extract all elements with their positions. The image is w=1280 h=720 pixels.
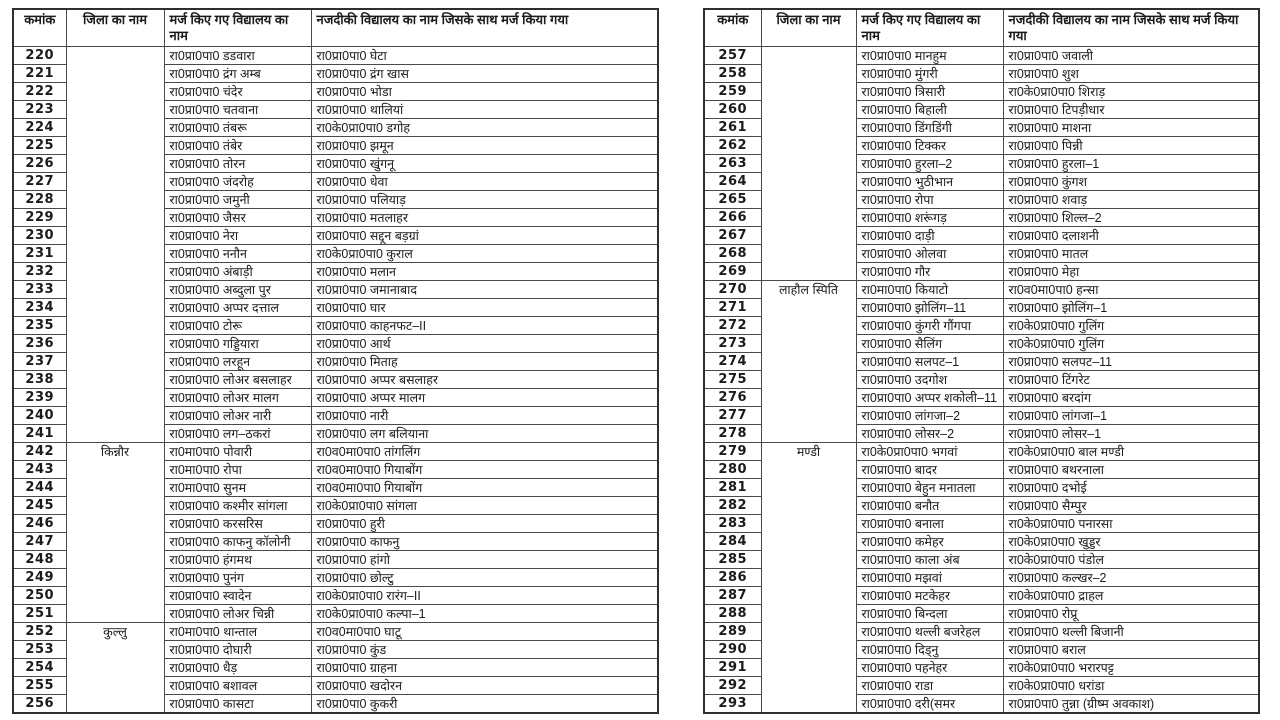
serial-cell: 269 xyxy=(704,263,761,281)
nearby-school-cell: रा0के0प्रा0पा0 पंडोल xyxy=(1003,551,1259,569)
nearby-school-cell: रा0प्रा0पा0 पिन्नी xyxy=(1003,137,1259,155)
merged-school-cell: रा0प्रा0पा0 रोपा xyxy=(856,191,1003,209)
nearby-school-cell: रा0प्रा0पा0 खदोरन xyxy=(311,677,658,695)
merged-school-cell: रा0प्रा0पा0 धैड़ xyxy=(164,659,311,677)
serial-cell: 265 xyxy=(704,191,761,209)
nearby-school-cell: रा0प्रा0पा0 टिंगरेट xyxy=(1003,371,1259,389)
serial-cell: 251 xyxy=(13,605,66,623)
merged-school-cell: रा0प्रा0पा0 दिड्नु xyxy=(856,641,1003,659)
serial-cell: 286 xyxy=(704,569,761,587)
merged-school-cell: रा0प्रा0पा0 लोअर बसलाहर xyxy=(164,371,311,389)
nearby-school-cell: रा0प्रा0पा0 हांगो xyxy=(311,551,658,569)
serial-cell: 266 xyxy=(704,209,761,227)
merged-school-cell: रा0प्रा0पा0 काला अंब xyxy=(856,551,1003,569)
merged-school-cell: रा0मा0पा0 रोपा xyxy=(164,461,311,479)
table-row xyxy=(704,47,1259,65)
nearby-school-cell: रा0प्रा0पा0 शवाड़ xyxy=(1003,191,1259,209)
nearby-school-cell: रा0प्रा0पा0 दभोई xyxy=(1003,479,1259,497)
nearby-school-cell: रा0प्रा0पा0 जवाली xyxy=(1003,47,1259,65)
table-row xyxy=(704,281,1259,299)
serial-cell: 282 xyxy=(704,497,761,515)
nearby-school-cell: रा0प्रा0पा0 बराल xyxy=(1003,641,1259,659)
merged-school-cell: रा0प्रा0पा0 जमुनी xyxy=(164,191,311,209)
nearby-school-cell: रा0प्रा0पा0 झोलिंग–1 xyxy=(1003,299,1259,317)
merged-school-cell: रा0प्रा0पा0 बिहाली xyxy=(856,101,1003,119)
serial-cell: 228 xyxy=(13,191,66,209)
serial-cell: 237 xyxy=(13,353,66,371)
nearby-school-cell: रा0प्रा0पा0 मलान xyxy=(311,263,658,281)
merged-school-cell: रा0प्रा0पा0 अप्पर दत्ताल xyxy=(164,299,311,317)
merged-school-cell: रा0के0प्रा0पा0 भगवां xyxy=(856,443,1003,461)
serial-cell: 291 xyxy=(704,659,761,677)
school-merge-table-left xyxy=(12,8,659,714)
serial-cell: 241 xyxy=(13,425,66,443)
serial-cell: 279 xyxy=(704,443,761,461)
nearby-school-cell: रा0प्रा0पा0 धेवा xyxy=(311,173,658,191)
merged-school-cell: रा0प्रा0पा0 लग–ठकरां xyxy=(164,425,311,443)
serial-cell: 222 xyxy=(13,83,66,101)
nearby-school-cell: रा0प्रा0पा0 सैम्पुर xyxy=(1003,497,1259,515)
serial-cell: 244 xyxy=(13,479,66,497)
serial-cell: 245 xyxy=(13,497,66,515)
merged-school-cell: रा0प्रा0पा0 हंगमथ xyxy=(164,551,311,569)
nearby-school-cell: रा0के0प्रा0पा0 गुलिंग xyxy=(1003,335,1259,353)
nearby-school-cell: रा0प्रा0पा0 छोल्टु xyxy=(311,569,658,587)
serial-cell: 281 xyxy=(704,479,761,497)
merged-school-cell: रा0प्रा0पा0 शरूंगड़ xyxy=(856,209,1003,227)
merged-school-header: मर्ज किए गए विद्यालय का नाम xyxy=(164,9,311,47)
merged-school-cell: रा0मा0पा0 थान्ताल xyxy=(164,623,311,641)
merged-school-header: मर्ज किए गए विद्यालय का नाम xyxy=(856,9,1003,47)
header-row xyxy=(704,9,1259,47)
serial-cell: 290 xyxy=(704,641,761,659)
merged-school-cell: रा0प्रा0पा0 दोघारी xyxy=(164,641,311,659)
merged-school-cell: रा0प्रा0पा0 त्रिसारी xyxy=(856,83,1003,101)
merged-school-cell: रा0प्रा0पा0 सैलिंग xyxy=(856,335,1003,353)
merged-school-cell: रा0प्रा0पा0 ननौन xyxy=(164,245,311,263)
nearby-school-cell: रा0प्रा0पा0 जमानाबाद xyxy=(311,281,658,299)
table-row xyxy=(13,623,658,641)
table-row xyxy=(704,443,1259,461)
merged-school-cell: रा0प्रा0पा0 अंबाड़ी xyxy=(164,263,311,281)
nearby-school-cell: रा0प्रा0पा0 हुरी xyxy=(311,515,658,533)
nearby-school-cell: रा0प्रा0पा0 लोसर–1 xyxy=(1003,425,1259,443)
nearby-school-cell: रा0प्रा0पा0 कुकरी xyxy=(311,695,658,714)
serial-header: कमांक xyxy=(13,9,66,47)
header-row xyxy=(13,9,658,47)
merged-school-cell: रा0प्रा0पा0 टोरू xyxy=(164,317,311,335)
nearby-school-cell: रा0के0प्रा0पा0 डगोह xyxy=(311,119,658,137)
nearby-school-cell: रा0व0मा0पा0 गियाबोंग xyxy=(311,461,658,479)
serial-cell: 248 xyxy=(13,551,66,569)
nearby-school-cell: रा0के0प्रा0पा0 धरांडा xyxy=(1003,677,1259,695)
merged-school-cell: रा0प्रा0पा0 तंबरू xyxy=(164,119,311,137)
nearby-school-cell: रा0प्रा0पा0 झमून xyxy=(311,137,658,155)
nearby-school-cell: रा0प्रा0पा0 पलियाड़ xyxy=(311,191,658,209)
serial-cell: 225 xyxy=(13,137,66,155)
serial-cell: 289 xyxy=(704,623,761,641)
merged-school-cell: रा0प्रा0पा0 द्रंग अम्ब xyxy=(164,65,311,83)
nearby-school-cell: रा0प्रा0पा0 हुरला–1 xyxy=(1003,155,1259,173)
serial-cell: 232 xyxy=(13,263,66,281)
merged-school-cell: रा0प्रा0पा0 लोसर–2 xyxy=(856,425,1003,443)
district-cell: लाहौल स्पिति xyxy=(761,281,856,443)
nearby-school-header: नजदीकी विद्यालय का नाम जिसके साथ मर्ज किया गया xyxy=(1003,9,1259,47)
merged-school-cell: रा0प्रा0पा0 कासटा xyxy=(164,695,311,714)
serial-header: कमांक xyxy=(704,9,761,47)
nearby-school-cell: रा0प्रा0पा0 भोडा xyxy=(311,83,658,101)
serial-cell: 250 xyxy=(13,587,66,605)
serial-cell: 235 xyxy=(13,317,66,335)
nearby-school-cell: रा0के0प्रा0पा0 सांगला xyxy=(311,497,658,515)
merged-school-cell: रा0प्रा0पा0 जंदरोह xyxy=(164,173,311,191)
merged-school-cell: रा0प्रा0पा0 करसरिस xyxy=(164,515,311,533)
serial-cell: 262 xyxy=(704,137,761,155)
nearby-school-cell: रा0के0प्रा0पा0 शिराड़ xyxy=(1003,83,1259,101)
serial-cell: 273 xyxy=(704,335,761,353)
serial-cell: 284 xyxy=(704,533,761,551)
nearby-school-header: नजदीकी विद्यालय का नाम जिसके साथ मर्ज किया गया xyxy=(311,9,658,47)
nearby-school-cell: रा0प्रा0पा0 कल्खर–2 xyxy=(1003,569,1259,587)
serial-cell: 229 xyxy=(13,209,66,227)
merged-school-cell: रा0प्रा0पा0 मझवां xyxy=(856,569,1003,587)
serial-cell: 239 xyxy=(13,389,66,407)
serial-cell: 220 xyxy=(13,47,66,65)
merged-school-cell: रा0प्रा0पा0 पुनंग xyxy=(164,569,311,587)
merged-school-cell: रा0मा0पा0 कियाटो xyxy=(856,281,1003,299)
nearby-school-cell: रा0के0प्रा0पा0 पनारसा xyxy=(1003,515,1259,533)
district-header: जिला का नाम xyxy=(761,9,856,47)
serial-cell: 258 xyxy=(704,65,761,83)
table-row xyxy=(13,47,658,65)
serial-cell: 221 xyxy=(13,65,66,83)
merged-school-cell: रा0प्रा0पा0 लांगजा–2 xyxy=(856,407,1003,425)
district-header: जिला का नाम xyxy=(66,9,164,47)
merged-school-cell: रा0प्रा0पा0 सलपट–1 xyxy=(856,353,1003,371)
merged-school-cell: रा0प्रा0पा0 लोअर मालग xyxy=(164,389,311,407)
merged-school-cell: रा0प्रा0पा0 भुठीभान xyxy=(856,173,1003,191)
serial-cell: 236 xyxy=(13,335,66,353)
merged-school-cell: रा0प्रा0पा0 ओलवा xyxy=(856,245,1003,263)
merged-school-cell: रा0प्रा0पा0 बादर xyxy=(856,461,1003,479)
merged-school-cell: रा0प्रा0पा0 चंदेर xyxy=(164,83,311,101)
serial-cell: 268 xyxy=(704,245,761,263)
nearby-school-cell: रा0प्रा0पा0 तुन्ना (ग्रीष्म अवकाश) xyxy=(1003,695,1259,714)
serial-cell: 238 xyxy=(13,371,66,389)
merged-school-cell: रा0प्रा0पा0 नेरा xyxy=(164,227,311,245)
district-cell: कुल्लु xyxy=(66,623,164,714)
serial-cell: 260 xyxy=(704,101,761,119)
nearby-school-cell: रा0प्रा0पा0 मातल xyxy=(1003,245,1259,263)
nearby-school-cell: रा0प्रा0पा0 सलपट–11 xyxy=(1003,353,1259,371)
nearby-school-cell: रा0के0प्रा0पा0 बाल मण्डी xyxy=(1003,443,1259,461)
nearby-school-cell: रा0प्रा0पा0 काहनफट–II xyxy=(311,317,658,335)
nearby-school-cell: रा0प्रा0पा0 अप्पर मालग xyxy=(311,389,658,407)
serial-cell: 292 xyxy=(704,677,761,695)
merged-school-cell: रा0प्रा0पा0 उदगोश xyxy=(856,371,1003,389)
merged-school-cell: रा0प्रा0पा0 टिक्कर xyxy=(856,137,1003,155)
table-row xyxy=(13,443,658,461)
serial-cell: 280 xyxy=(704,461,761,479)
merged-school-cell: रा0प्रा0पा0 चतवाना xyxy=(164,101,311,119)
serial-cell: 274 xyxy=(704,353,761,371)
school-merge-table-right xyxy=(703,8,1260,714)
merged-school-cell: रा0प्रा0पा0 बिन्दला xyxy=(856,605,1003,623)
serial-cell: 263 xyxy=(704,155,761,173)
serial-cell: 261 xyxy=(704,119,761,137)
nearby-school-cell: रा0प्रा0पा0 अप्पर बसलाहर xyxy=(311,371,658,389)
merged-school-cell: रा0प्रा0पा0 लरहून xyxy=(164,353,311,371)
serial-cell: 271 xyxy=(704,299,761,317)
nearby-school-cell: रा0के0प्रा0पा0 द्राहल xyxy=(1003,587,1259,605)
serial-cell: 259 xyxy=(704,83,761,101)
serial-cell: 252 xyxy=(13,623,66,641)
merged-school-cell: रा0प्रा0पा0 तोरन xyxy=(164,155,311,173)
merged-school-cell: रा0प्रा0पा0 कश्मीर सांगला xyxy=(164,497,311,515)
merged-school-cell: रा0प्रा0पा0 कमेहर xyxy=(856,533,1003,551)
merged-school-cell: रा0प्रा0पा0 गौर xyxy=(856,263,1003,281)
nearby-school-cell: रा0प्रा0पा0 मेहा xyxy=(1003,263,1259,281)
nearby-school-cell: रा0प्रा0पा0 काफनु xyxy=(311,533,658,551)
merged-school-cell: रा0प्रा0पा0 झोलिंग–11 xyxy=(856,299,1003,317)
merged-school-cell: रा0प्रा0पा0 मानहुम xyxy=(856,47,1003,65)
nearby-school-cell: रा0व0मा0पा0 तांगलिंग xyxy=(311,443,658,461)
merged-school-cell: रा0प्रा0पा0 बशावल xyxy=(164,677,311,695)
serial-cell: 247 xyxy=(13,533,66,551)
nearby-school-cell: रा0व0मा0पा0 घाटू xyxy=(311,623,658,641)
merged-school-cell: रा0प्रा0पा0 राडा xyxy=(856,677,1003,695)
nearby-school-cell: रा0प्रा0पा0 दलाशनी xyxy=(1003,227,1259,245)
nearby-school-cell: रा0प्रा0पा0 शुश xyxy=(1003,65,1259,83)
nearby-school-cell: रा0व0मा0पा0 हन्सा xyxy=(1003,281,1259,299)
nearby-school-cell: रा0प्रा0पा0 कुंड xyxy=(311,641,658,659)
nearby-school-cell: रा0प्रा0पा0 बरदांग xyxy=(1003,389,1259,407)
serial-cell: 223 xyxy=(13,101,66,119)
serial-cell: 230 xyxy=(13,227,66,245)
district-cell xyxy=(66,47,164,443)
serial-cell: 227 xyxy=(13,173,66,191)
merged-school-cell: रा0प्रा0पा0 थल्ली बजरेहल xyxy=(856,623,1003,641)
serial-cell: 283 xyxy=(704,515,761,533)
nearby-school-cell: रा0प्रा0पा0 लांगजा–1 xyxy=(1003,407,1259,425)
serial-cell: 278 xyxy=(704,425,761,443)
nearby-school-cell: रा0प्रा0पा0 घेटा xyxy=(311,47,658,65)
nearby-school-cell: रा0व0मा0पा0 गियाबोंग xyxy=(311,479,658,497)
nearby-school-cell: रा0के0प्रा0पा0 कल्पा–1 xyxy=(311,605,658,623)
nearby-school-cell: रा0प्रा0पा0 बथरनाला xyxy=(1003,461,1259,479)
nearby-school-cell: रा0प्रा0पा0 सद्दून बड़ग्रां xyxy=(311,227,658,245)
nearby-school-cell: रा0प्रा0पा0 घार xyxy=(311,299,658,317)
serial-cell: 233 xyxy=(13,281,66,299)
merged-school-cell: रा0प्रा0पा0 अब्दुला पुर xyxy=(164,281,311,299)
nearby-school-cell: रा0के0प्रा0पा0 गुलिंग xyxy=(1003,317,1259,335)
serial-cell: 243 xyxy=(13,461,66,479)
serial-cell: 255 xyxy=(13,677,66,695)
serial-cell: 254 xyxy=(13,659,66,677)
merged-school-cell: रा0प्रा0पा0 जैसर xyxy=(164,209,311,227)
merged-school-cell: रा0प्रा0पा0 कुंगरी गौंगपा xyxy=(856,317,1003,335)
serial-cell: 277 xyxy=(704,407,761,425)
merged-school-cell: रा0प्रा0पा0 दाड़ी xyxy=(856,227,1003,245)
serial-cell: 285 xyxy=(704,551,761,569)
serial-cell: 272 xyxy=(704,317,761,335)
nearby-school-cell: रा0प्रा0पा0 लग बलियाना xyxy=(311,425,658,443)
nearby-school-cell: रा0प्रा0पा0 मतलाहर xyxy=(311,209,658,227)
serial-cell: 264 xyxy=(704,173,761,191)
merged-school-cell: रा0प्रा0पा0 लोअर नारी xyxy=(164,407,311,425)
nearby-school-cell: रा0के0प्रा0पा0 रारंग–II xyxy=(311,587,658,605)
nearby-school-cell: रा0प्रा0पा0 रोप्रू xyxy=(1003,605,1259,623)
serial-cell: 287 xyxy=(704,587,761,605)
merged-school-cell: रा0प्रा0पा0 स्वादेन xyxy=(164,587,311,605)
nearby-school-cell: रा0प्रा0पा0 टिपड़ीधार xyxy=(1003,101,1259,119)
merged-school-cell: रा0प्रा0पा0 अप्पर शकोली–11 xyxy=(856,389,1003,407)
nearby-school-cell: रा0प्रा0पा0 द्रंग खास xyxy=(311,65,658,83)
merged-school-cell: रा0प्रा0पा0 बेहुन मनातला xyxy=(856,479,1003,497)
serial-cell: 226 xyxy=(13,155,66,173)
serial-cell: 242 xyxy=(13,443,66,461)
nearby-school-cell: रा0प्रा0पा0 थल्ली बिजानी xyxy=(1003,623,1259,641)
serial-cell: 288 xyxy=(704,605,761,623)
merged-school-cell: रा0प्रा0पा0 पहनेहर xyxy=(856,659,1003,677)
nearby-school-cell: रा0प्रा0पा0 कुंगश xyxy=(1003,173,1259,191)
nearby-school-cell: रा0प्रा0पा0 शिल्ल–2 xyxy=(1003,209,1259,227)
nearby-school-cell: रा0प्रा0पा0 नारी xyxy=(311,407,658,425)
nearby-school-cell: रा0के0प्रा0पा0 भरारपट्ट xyxy=(1003,659,1259,677)
serial-cell: 246 xyxy=(13,515,66,533)
serial-cell: 231 xyxy=(13,245,66,263)
nearby-school-cell: रा0प्रा0पा0 थालियां xyxy=(311,101,658,119)
nearby-school-cell: रा0प्रा0पा0 मिताह xyxy=(311,353,658,371)
serial-cell: 257 xyxy=(704,47,761,65)
merged-school-cell: रा0प्रा0पा0 बनौत xyxy=(856,497,1003,515)
nearby-school-cell: रा0के0प्रा0पा0 कुराल xyxy=(311,245,658,263)
merged-school-cell: रा0प्रा0पा0 गड्डियारा xyxy=(164,335,311,353)
merged-school-cell: रा0प्रा0पा0 तंबेर xyxy=(164,137,311,155)
merged-school-cell: रा0प्रा0पा0 हुरला–2 xyxy=(856,155,1003,173)
serial-cell: 234 xyxy=(13,299,66,317)
serial-cell: 293 xyxy=(704,695,761,714)
serial-cell: 267 xyxy=(704,227,761,245)
serial-cell: 270 xyxy=(704,281,761,299)
merged-school-cell: रा0प्रा0पा0 काफनु कॉलोनी xyxy=(164,533,311,551)
merged-school-cell: रा0प्रा0पा0 डिंगडिंगी xyxy=(856,119,1003,137)
nearby-school-cell: रा0प्रा0पा0 आर्थ xyxy=(311,335,658,353)
merged-school-cell: रा0मा0पा0 सुनम xyxy=(164,479,311,497)
serial-cell: 256 xyxy=(13,695,66,714)
merged-school-cell: रा0प्रा0पा0 मुंगरी xyxy=(856,65,1003,83)
serial-cell: 253 xyxy=(13,641,66,659)
merged-school-cell: रा0मा0पा0 पोवारी xyxy=(164,443,311,461)
nearby-school-cell: रा0के0प्रा0पा0 खुड्डर xyxy=(1003,533,1259,551)
serial-cell: 276 xyxy=(704,389,761,407)
serial-cell: 249 xyxy=(13,569,66,587)
serial-cell: 224 xyxy=(13,119,66,137)
merged-school-cell: रा0प्रा0पा0 दरी(समर xyxy=(856,695,1003,714)
merged-school-cell: रा0प्रा0पा0 लोअर चिन्नी xyxy=(164,605,311,623)
merged-school-cell: रा0प्रा0पा0 बनाला xyxy=(856,515,1003,533)
district-cell xyxy=(761,47,856,281)
serial-cell: 240 xyxy=(13,407,66,425)
merged-school-cell: रा0प्रा0पा0 डडवारा xyxy=(164,47,311,65)
district-cell: मण्डी xyxy=(761,443,856,714)
serial-cell: 275 xyxy=(704,371,761,389)
district-cell: किन्नौर xyxy=(66,443,164,623)
nearby-school-cell: रा0प्रा0पा0 माशना xyxy=(1003,119,1259,137)
nearby-school-cell: रा0प्रा0पा0 ग्राहना xyxy=(311,659,658,677)
nearby-school-cell: रा0प्रा0पा0 खुंगनू xyxy=(311,155,658,173)
merged-school-cell: रा0प्रा0पा0 मटकेहर xyxy=(856,587,1003,605)
